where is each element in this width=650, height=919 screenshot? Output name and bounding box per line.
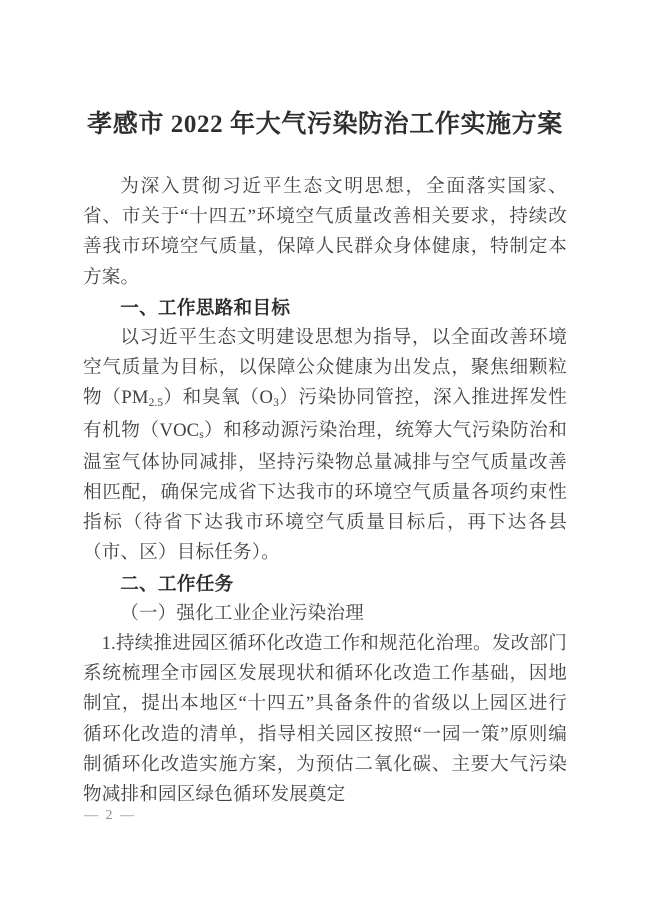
section-one-text-mid-1: ）和臭氧（O: [163, 387, 274, 409]
section-one-paragraph: [83, 323, 567, 569]
subsection-heading-one: （一）强化工业企业污染治理: [120, 602, 364, 624]
section-heading-one: 一、工作思路和目标: [120, 296, 291, 318]
o3-subscript: 3: [273, 397, 279, 410]
section-one-text-prefix: 以习近平生态文明建设思想为指导，以全面改善环境空气质量为目标，以保障公众健康为出发点，聚焦细颗粒物（PM: [83, 327, 567, 409]
preamble-paragraph: 为深入贯彻习近平生态文明思想，全面落实国家、省、市关于“十四五”环境空气质量改善相关要求，持续改善我市环境空气质量，保障人民群众身体健康，特制定本方案。: [83, 176, 567, 288]
vocs-subscript: s: [199, 429, 204, 442]
document-content: [83, 108, 567, 810]
section-one-text-suffix: ）和移动源污染治理，统筹大气污染防治和温室气体协同减排，坚持污染物总量减排与空气质量改善相匹配，确保完成省下达我市的环境空气质量各项约束性指标（待省下达我市环境空气质量目标后，再下达各县（市、区）目标任务）。: [83, 419, 567, 564]
section-one-text-mid-2: ）污染协同管控，深入推进挥发性有机物（VOC: [83, 387, 567, 441]
page-title: 孝感市 2022 年大气污染防治工作实施方案: [87, 111, 563, 138]
section-heading-two: 二、工作任务: [120, 572, 234, 594]
pm25-subscript: 2.5: [148, 397, 163, 410]
page-number-footer: — 2 —: [84, 808, 136, 823]
numbered-item-1: 1.持续推进园区循环化改造工作和规范化治理。发改部门系统梳理全市园区发展现状和循环化改造工作基础，因地制宜，提出本地区“十四五”具备条件的省级以上园区进行循环化改造的清单，指导相关园区按照“一园一策”原则编制循环化改造实施方案，为预估二氧化碳、主要大气污染物减排和园区绿色循环发展奠定: [83, 633, 567, 806]
